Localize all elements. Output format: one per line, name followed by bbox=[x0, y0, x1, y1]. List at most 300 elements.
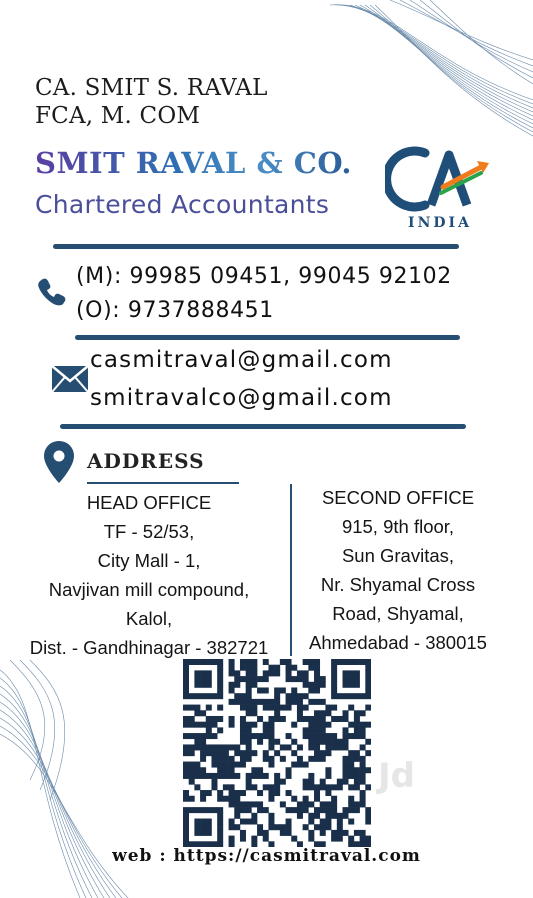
qr-module bbox=[303, 659, 309, 665]
qr-module bbox=[229, 665, 235, 671]
qr-module bbox=[365, 665, 371, 671]
qr-module bbox=[183, 830, 189, 836]
qr-module bbox=[194, 744, 200, 750]
qr-module bbox=[217, 687, 223, 693]
qr-module bbox=[286, 767, 292, 773]
qr-module bbox=[257, 716, 263, 722]
qr-module bbox=[274, 824, 280, 830]
qr-module bbox=[291, 722, 297, 728]
qr-module bbox=[251, 699, 257, 705]
qr-module bbox=[257, 687, 263, 693]
qr-module bbox=[217, 659, 223, 665]
qr-module bbox=[348, 801, 354, 807]
qr-module bbox=[246, 801, 252, 807]
qr-module bbox=[365, 819, 371, 825]
qr-module bbox=[229, 744, 235, 750]
qr-module bbox=[325, 807, 331, 813]
qr-module bbox=[200, 756, 206, 762]
qr-module bbox=[246, 744, 252, 750]
qr-module bbox=[183, 836, 189, 842]
qr-module bbox=[331, 784, 337, 790]
qr-module bbox=[331, 687, 337, 693]
qr-module bbox=[280, 659, 286, 665]
qr-module bbox=[246, 693, 252, 699]
qr-module bbox=[337, 779, 343, 785]
qr-module bbox=[251, 722, 257, 728]
qr-module bbox=[303, 801, 309, 807]
qr-module bbox=[320, 716, 326, 722]
qr-module bbox=[303, 779, 309, 785]
qr-module bbox=[246, 784, 252, 790]
qr-module bbox=[303, 733, 309, 739]
qr-module bbox=[360, 659, 366, 665]
qr-module bbox=[331, 659, 337, 665]
qr-module bbox=[268, 716, 274, 722]
qr-module bbox=[206, 744, 212, 750]
qr-module bbox=[348, 750, 354, 756]
qr-module bbox=[280, 705, 286, 711]
qr-module bbox=[303, 693, 309, 699]
qr-module bbox=[194, 739, 200, 745]
qr-module bbox=[183, 813, 189, 819]
qr-module bbox=[234, 682, 240, 688]
qr-module bbox=[194, 659, 200, 665]
email-secondary[interactable]: smitravalco@gmail.com bbox=[90, 385, 393, 411]
qr-module bbox=[206, 705, 212, 711]
qr-module bbox=[189, 750, 195, 756]
qr-module bbox=[189, 744, 195, 750]
qr-module bbox=[360, 693, 366, 699]
qr-module bbox=[291, 796, 297, 802]
qr-module bbox=[246, 682, 252, 688]
qr-module bbox=[348, 670, 354, 676]
qr-module bbox=[303, 784, 309, 790]
qr-module bbox=[325, 784, 331, 790]
qr-module bbox=[308, 773, 314, 779]
qr-module bbox=[274, 784, 280, 790]
qr-module bbox=[251, 665, 257, 671]
qr-module bbox=[268, 739, 274, 745]
qr-module bbox=[217, 830, 223, 836]
qr-module bbox=[303, 670, 309, 676]
qr-module bbox=[217, 796, 223, 802]
qr-module bbox=[320, 682, 326, 688]
qr-module bbox=[217, 750, 223, 756]
qr-module bbox=[308, 801, 314, 807]
qr-module bbox=[314, 813, 320, 819]
qr-module bbox=[308, 739, 314, 745]
qr-module bbox=[274, 693, 280, 699]
qr-module bbox=[286, 824, 292, 830]
qr-module bbox=[263, 756, 269, 762]
qr-module bbox=[274, 710, 280, 716]
qr-module bbox=[343, 779, 349, 785]
qr-module bbox=[234, 790, 240, 796]
qr-module bbox=[291, 693, 297, 699]
qr-module bbox=[348, 784, 354, 790]
qr-module bbox=[211, 733, 217, 739]
qr-module bbox=[194, 807, 200, 813]
qr-module bbox=[325, 739, 331, 745]
qr-module bbox=[200, 824, 206, 830]
qr-module bbox=[365, 687, 371, 693]
qr-module bbox=[274, 750, 280, 756]
qr-module bbox=[297, 693, 303, 699]
qr-module bbox=[286, 705, 292, 711]
qr-module bbox=[286, 699, 292, 705]
person-name: CA. SMIT S. RAVAL bbox=[35, 75, 268, 101]
head-office-line: City Mall - 1, bbox=[97, 550, 201, 571]
qr-module bbox=[194, 733, 200, 739]
qr-module bbox=[325, 710, 331, 716]
phone-icon bbox=[36, 276, 68, 308]
qr-module bbox=[314, 665, 320, 671]
qr-module bbox=[183, 807, 189, 813]
qr-module bbox=[286, 830, 292, 836]
email-primary[interactable]: casmitraval@gmail.com bbox=[90, 347, 393, 373]
qr-module bbox=[183, 670, 189, 676]
qr-module bbox=[308, 756, 314, 762]
qr-module bbox=[343, 767, 349, 773]
qr-module bbox=[343, 710, 349, 716]
qr-module bbox=[229, 722, 235, 728]
qr-module bbox=[263, 836, 269, 842]
qr-module bbox=[348, 682, 354, 688]
qr-module bbox=[263, 733, 269, 739]
qr-module bbox=[343, 733, 349, 739]
qr-module bbox=[348, 819, 354, 825]
qr-module bbox=[200, 744, 206, 750]
qr-module bbox=[223, 744, 229, 750]
qr-module bbox=[240, 790, 246, 796]
qr-module bbox=[297, 670, 303, 676]
qr-module bbox=[331, 830, 337, 836]
qr-module bbox=[297, 744, 303, 750]
qr-module bbox=[320, 750, 326, 756]
qr-module bbox=[206, 716, 212, 722]
qr-module bbox=[348, 722, 354, 728]
qr-module bbox=[246, 750, 252, 756]
second-office-line: Ahmedabad - 380015 bbox=[309, 632, 487, 653]
qr-module bbox=[354, 716, 360, 722]
qr-module bbox=[320, 727, 326, 733]
qr-module bbox=[246, 722, 252, 728]
qr-module bbox=[211, 779, 217, 785]
qr-module bbox=[194, 830, 200, 836]
qr-module bbox=[343, 693, 349, 699]
qr-module bbox=[194, 682, 200, 688]
qr-module bbox=[246, 819, 252, 825]
qr-module bbox=[314, 659, 320, 665]
qr-module bbox=[251, 836, 257, 842]
qr-module bbox=[308, 784, 314, 790]
qr-module bbox=[268, 722, 274, 728]
qr-module bbox=[217, 819, 223, 825]
qr-module bbox=[360, 762, 366, 768]
second-office bbox=[296, 483, 500, 657]
qr-module bbox=[314, 756, 320, 762]
qr-module bbox=[303, 727, 309, 733]
qr-module bbox=[360, 830, 366, 836]
qr-module bbox=[348, 796, 354, 802]
qr-module bbox=[246, 699, 252, 705]
qr-module bbox=[308, 687, 314, 693]
qr-module bbox=[325, 750, 331, 756]
qr-module bbox=[365, 659, 371, 665]
qr-module bbox=[320, 779, 326, 785]
divider-1 bbox=[53, 244, 459, 249]
qr-module bbox=[194, 819, 200, 825]
qr-module bbox=[274, 665, 280, 671]
qr-module bbox=[360, 773, 366, 779]
qr-module bbox=[291, 739, 297, 745]
qr-module bbox=[291, 750, 297, 756]
qr-module bbox=[240, 739, 246, 745]
qr-module bbox=[251, 750, 257, 756]
qr-module bbox=[331, 670, 337, 676]
qr-module bbox=[286, 665, 292, 671]
qr-module bbox=[280, 779, 286, 785]
qr-module bbox=[251, 670, 257, 676]
qr-module bbox=[200, 773, 206, 779]
qr-module bbox=[337, 784, 343, 790]
qr-module bbox=[217, 693, 223, 699]
qr-module bbox=[200, 807, 206, 813]
qr-module bbox=[274, 705, 280, 711]
qr-module bbox=[320, 830, 326, 836]
qr-module bbox=[325, 813, 331, 819]
address-divider bbox=[290, 484, 292, 656]
qr-module bbox=[194, 767, 200, 773]
qr-module bbox=[337, 693, 343, 699]
qr-module bbox=[308, 836, 314, 842]
qr-module bbox=[320, 801, 326, 807]
qr-module bbox=[308, 744, 314, 750]
qr-module bbox=[206, 733, 212, 739]
qr-module bbox=[354, 756, 360, 762]
qr-module bbox=[268, 756, 274, 762]
second-office-line: Road, Shyamal, bbox=[332, 603, 464, 624]
qr-module bbox=[314, 670, 320, 676]
phone-numbers bbox=[76, 260, 452, 328]
qr-module bbox=[331, 676, 337, 682]
firm-subtitle: Chartered Accountants bbox=[35, 190, 330, 219]
qr-module bbox=[194, 710, 200, 716]
qr-module bbox=[263, 705, 269, 711]
qr-module bbox=[206, 659, 212, 665]
qr-module bbox=[343, 762, 349, 768]
qr-module bbox=[234, 807, 240, 813]
qr-module bbox=[268, 813, 274, 819]
head-office-line: TF - 52/53, bbox=[103, 521, 195, 542]
qr-module bbox=[200, 790, 206, 796]
qr-module bbox=[183, 796, 189, 802]
qr-module bbox=[223, 750, 229, 756]
qr-module bbox=[291, 665, 297, 671]
ca-india-logo bbox=[385, 143, 495, 233]
qr-module bbox=[348, 705, 354, 711]
qr-module bbox=[320, 756, 326, 762]
qr-module bbox=[286, 744, 292, 750]
qr-module bbox=[303, 676, 309, 682]
qr-module bbox=[229, 790, 235, 796]
qr-module bbox=[217, 665, 223, 671]
qr-module bbox=[183, 705, 189, 711]
qr-module bbox=[354, 767, 360, 773]
qr-module bbox=[229, 767, 235, 773]
qr-module bbox=[194, 705, 200, 711]
head-office-heading: HEAD OFFICE bbox=[86, 492, 212, 513]
qr-module bbox=[303, 796, 309, 802]
qr-module bbox=[183, 750, 189, 756]
qr-module bbox=[343, 830, 349, 836]
qr-module bbox=[354, 784, 360, 790]
qr-module bbox=[331, 807, 337, 813]
qr-module bbox=[331, 796, 337, 802]
qr-module bbox=[337, 813, 343, 819]
qr-module bbox=[297, 710, 303, 716]
qr-module bbox=[314, 687, 320, 693]
qr-module bbox=[257, 824, 263, 830]
qr-module bbox=[257, 767, 263, 773]
qr-module bbox=[354, 807, 360, 813]
qr-module bbox=[354, 733, 360, 739]
qr-module bbox=[308, 813, 314, 819]
qr-module bbox=[337, 744, 343, 750]
qr-module bbox=[331, 836, 337, 842]
qr-module bbox=[240, 801, 246, 807]
qr-module bbox=[325, 722, 331, 728]
qr-module bbox=[234, 699, 240, 705]
qr-module bbox=[251, 682, 257, 688]
qr-module bbox=[291, 762, 297, 768]
qr-module bbox=[308, 819, 314, 825]
qr-module bbox=[211, 659, 217, 665]
qr-module bbox=[325, 767, 331, 773]
qr-module bbox=[268, 796, 274, 802]
qr-module bbox=[200, 659, 206, 665]
qr-module bbox=[246, 676, 252, 682]
qr-module bbox=[257, 699, 263, 705]
qr-module bbox=[240, 836, 246, 842]
divider-2 bbox=[75, 335, 460, 340]
qr-module bbox=[320, 699, 326, 705]
qr-module bbox=[314, 790, 320, 796]
qr-module bbox=[229, 819, 235, 825]
qr-module bbox=[240, 807, 246, 813]
qr-module bbox=[268, 824, 274, 830]
qr-module bbox=[365, 750, 371, 756]
qr-module bbox=[268, 819, 274, 825]
qr-module bbox=[297, 813, 303, 819]
qr-module bbox=[274, 779, 280, 785]
qr-module bbox=[263, 670, 269, 676]
qr-module bbox=[189, 659, 195, 665]
second-office-line: Sun Gravitas, bbox=[341, 545, 455, 566]
qr-module bbox=[274, 773, 280, 779]
qr-module bbox=[200, 767, 206, 773]
qr-module bbox=[234, 676, 240, 682]
qr-module bbox=[240, 665, 246, 671]
qr-module bbox=[211, 762, 217, 768]
qr-module bbox=[257, 676, 263, 682]
qr-module bbox=[246, 779, 252, 785]
qr-module bbox=[246, 807, 252, 813]
divider-3 bbox=[60, 424, 466, 429]
qr-module bbox=[217, 682, 223, 688]
qr-module bbox=[234, 824, 240, 830]
qr-module bbox=[314, 739, 320, 745]
qr-module bbox=[268, 790, 274, 796]
qr-module bbox=[286, 693, 292, 699]
person-qualification: FCA, M. COM bbox=[35, 103, 201, 129]
qr-module bbox=[223, 756, 229, 762]
watermark: Jd bbox=[378, 756, 415, 796]
qr-module bbox=[365, 807, 371, 813]
qr-module bbox=[354, 710, 360, 716]
qr-module bbox=[360, 756, 366, 762]
qr-module bbox=[217, 773, 223, 779]
qr-module bbox=[365, 813, 371, 819]
qr-module bbox=[263, 750, 269, 756]
address-underline bbox=[87, 482, 239, 484]
qr-module bbox=[297, 699, 303, 705]
qr-module bbox=[200, 722, 206, 728]
qr-module bbox=[308, 779, 314, 785]
qr-module bbox=[240, 659, 246, 665]
qr-module bbox=[314, 784, 320, 790]
qr-module bbox=[365, 693, 371, 699]
qr-module bbox=[246, 773, 252, 779]
qr-module bbox=[234, 796, 240, 802]
second-office-heading: SECOND OFFICE bbox=[321, 487, 475, 508]
qr-module bbox=[246, 756, 252, 762]
email-block bbox=[90, 341, 393, 417]
qr-module bbox=[217, 807, 223, 813]
qr-module bbox=[234, 750, 240, 756]
location-pin-icon bbox=[43, 440, 75, 484]
qr-module bbox=[257, 773, 263, 779]
qr-module bbox=[206, 722, 212, 728]
qr-module bbox=[200, 750, 206, 756]
qr-module bbox=[320, 819, 326, 825]
qr-module bbox=[263, 784, 269, 790]
qr-module bbox=[211, 807, 217, 813]
website-link[interactable]: web : https://casmitraval.com bbox=[112, 846, 421, 866]
qr-module bbox=[274, 739, 280, 745]
qr-module bbox=[206, 676, 212, 682]
qr-module bbox=[200, 819, 206, 825]
qr-module bbox=[354, 801, 360, 807]
qr-module bbox=[200, 733, 206, 739]
qr-module bbox=[308, 659, 314, 665]
qr-module bbox=[337, 836, 343, 842]
qr-module bbox=[217, 676, 223, 682]
qr-module bbox=[223, 767, 229, 773]
qr-module bbox=[320, 733, 326, 739]
qr-code[interactable] bbox=[183, 659, 371, 847]
qr-module bbox=[320, 739, 326, 745]
qr-module bbox=[354, 722, 360, 728]
qr-module bbox=[354, 676, 360, 682]
qr-module bbox=[194, 676, 200, 682]
qr-module bbox=[337, 824, 343, 830]
qr-module bbox=[263, 830, 269, 836]
qr-module bbox=[206, 819, 212, 825]
qr-module bbox=[286, 659, 292, 665]
head-office-line: Kalol, bbox=[125, 608, 173, 629]
qr-module bbox=[343, 727, 349, 733]
